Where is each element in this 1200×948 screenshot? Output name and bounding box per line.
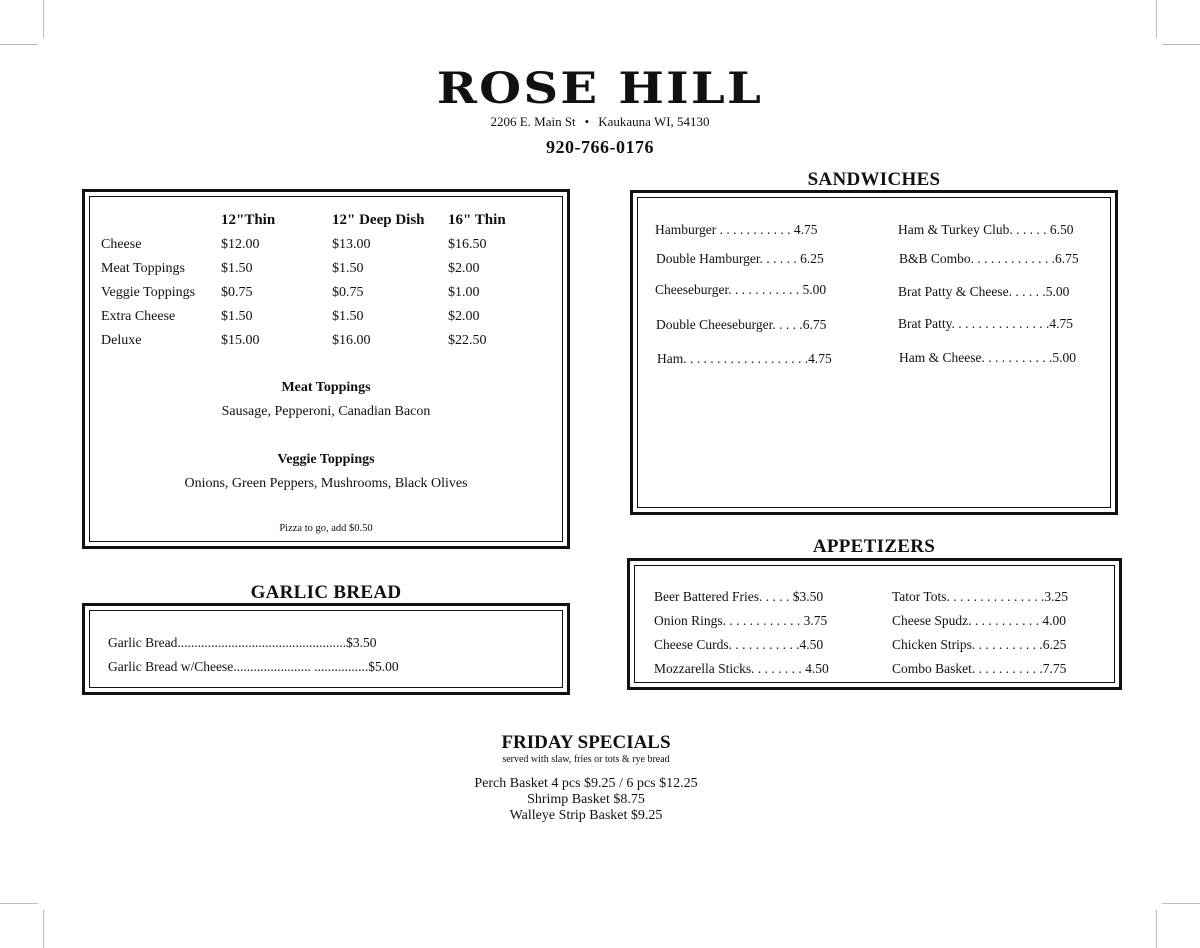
crop-mark — [43, 910, 44, 948]
friday-special-item: Perch Basket 4 pcs $9.25 / 6 pcs $12.25 — [474, 776, 698, 791]
sandwiches-title: SANDWICHES — [807, 169, 941, 190]
appetizers-title: APPETIZERS — [812, 536, 936, 557]
pizza-row-name: Deluxe — [101, 333, 142, 348]
sandwich-item: Hamburger . . . . . . . . . . . 4.75 — [655, 222, 818, 237]
appetizer-item: Cheese Spudz. . . . . . . . . . . 4.00 — [892, 613, 1066, 628]
pizza-row-name: Cheese — [101, 237, 142, 252]
sandwich-item: Brat Patty & Cheese. . . . . .5.00 — [898, 284, 1070, 299]
pizza-price: $1.50 — [332, 309, 364, 324]
sandwich-item: Ham & Turkey Club. . . . . . 6.50 — [898, 222, 1074, 237]
pizza-price: $16.00 — [332, 333, 371, 348]
pizza-price: $0.75 — [221, 285, 253, 300]
appetizer-item: Mozzarella Sticks. . . . . . . . 4.50 — [654, 661, 829, 676]
pizza-price: $1.50 — [221, 309, 253, 324]
appetizer-item: Cheese Curds. . . . . . . . . . .4.50 — [654, 637, 824, 652]
crop-mark — [1162, 44, 1200, 45]
sandwich-item: Cheeseburger. . . . . . . . . . . 5.00 — [655, 282, 827, 297]
pizza-to-go-note: Pizza to go, add $0.50 — [279, 523, 373, 534]
garlic-bread-item: Garlic Bread w/Cheese....................... ................$5.00 — [108, 659, 399, 674]
pizza-header-12-deep-dish: 12" Deep Dish — [332, 212, 425, 228]
friday-special-item: Walleye Strip Basket $9.25 — [509, 808, 663, 823]
friday-specials-title: FRIDAY SPECIALS — [501, 732, 671, 753]
pizza-row-name: Veggie Toppings — [101, 285, 196, 300]
garlic-bread-item: Garlic Bread..................................................$3.50 — [108, 635, 377, 650]
appetizer-item: Beer Battered Fries. . . . . $3.50 — [654, 589, 824, 604]
veggie-toppings-list: Onions, Green Peppers, Mushrooms, Black Olives — [184, 476, 468, 491]
crop-mark — [43, 0, 44, 38]
sandwich-item: Brat Patty. . . . . . . . . . . . . . .4.75 — [898, 316, 1073, 331]
pizza-row-name: Extra Cheese — [101, 309, 176, 324]
pizza-header-12-thin: 12"Thin — [221, 212, 276, 228]
sandwich-item: Double Hamburger. . . . . . 6.25 — [656, 251, 824, 266]
sandwich-item: Ham & Cheese. . . . . . . . . . .5.00 — [899, 350, 1076, 365]
sandwich-item: B&B Combo. . . . . . . . . . . . .6.75 — [899, 251, 1079, 266]
sandwich-item: Ham. . . . . . . . . . . . . . . . . . .4.75 — [657, 351, 832, 366]
crop-mark — [1162, 903, 1200, 904]
appetizer-item: Tator Tots. . . . . . . . . . . . . . .3.25 — [892, 589, 1068, 604]
pizza-price: $2.00 — [448, 309, 480, 324]
crop-mark — [1156, 910, 1157, 948]
address-separator: • — [584, 114, 590, 129]
sandwich-item: Double Cheeseburger. . . . .6.75 — [656, 317, 827, 332]
pizza-price: $1.50 — [332, 261, 364, 276]
meat-toppings-list: Sausage, Pepperoni, Canadian Bacon — [221, 404, 431, 419]
garlic-bread-title: GARLIC BREAD — [250, 582, 402, 603]
pizza-price: $1.00 — [448, 285, 480, 300]
friday-specials-subtitle: served with slaw, fries or tots & rye bread — [502, 754, 670, 765]
crop-mark — [0, 903, 38, 904]
appetizer-item: Combo Basket. . . . . . . . . . .7.75 — [892, 661, 1067, 676]
pizza-price: $2.00 — [448, 261, 480, 276]
appetizer-item: Onion Rings. . . . . . . . . . . . 3.75 — [654, 613, 828, 628]
veggie-toppings-title: Veggie Toppings — [277, 452, 375, 467]
address-city: Kaukauna WI, 54130 — [598, 114, 710, 129]
pizza-box — [82, 189, 570, 549]
crop-mark — [1156, 0, 1157, 38]
crop-mark — [0, 44, 38, 45]
pizza-price: $22.50 — [448, 333, 487, 348]
pizza-price: $15.00 — [221, 333, 260, 348]
meat-toppings-title: Meat Toppings — [281, 380, 371, 395]
friday-special-item: Shrimp Basket $8.75 — [527, 792, 645, 807]
phone-number: 920-766-0176 — [546, 137, 654, 157]
pizza-price: $0.75 — [332, 285, 364, 300]
pizza-row-name: Meat Toppings — [101, 261, 185, 276]
pizza-price: $13.00 — [332, 237, 371, 252]
restaurant-name: ROSE HILL — [436, 64, 764, 114]
pizza-header-16-thin: 16" Thin — [448, 212, 506, 228]
appetizer-item: Chicken Strips. . . . . . . . . . .6.25 — [892, 637, 1067, 652]
pizza-price: $12.00 — [221, 237, 260, 252]
pizza-price: $1.50 — [221, 261, 253, 276]
address — [0, 114, 1200, 130]
pizza-price: $16.50 — [448, 237, 487, 252]
address-street: 2206 E. Main St — [490, 114, 576, 129]
